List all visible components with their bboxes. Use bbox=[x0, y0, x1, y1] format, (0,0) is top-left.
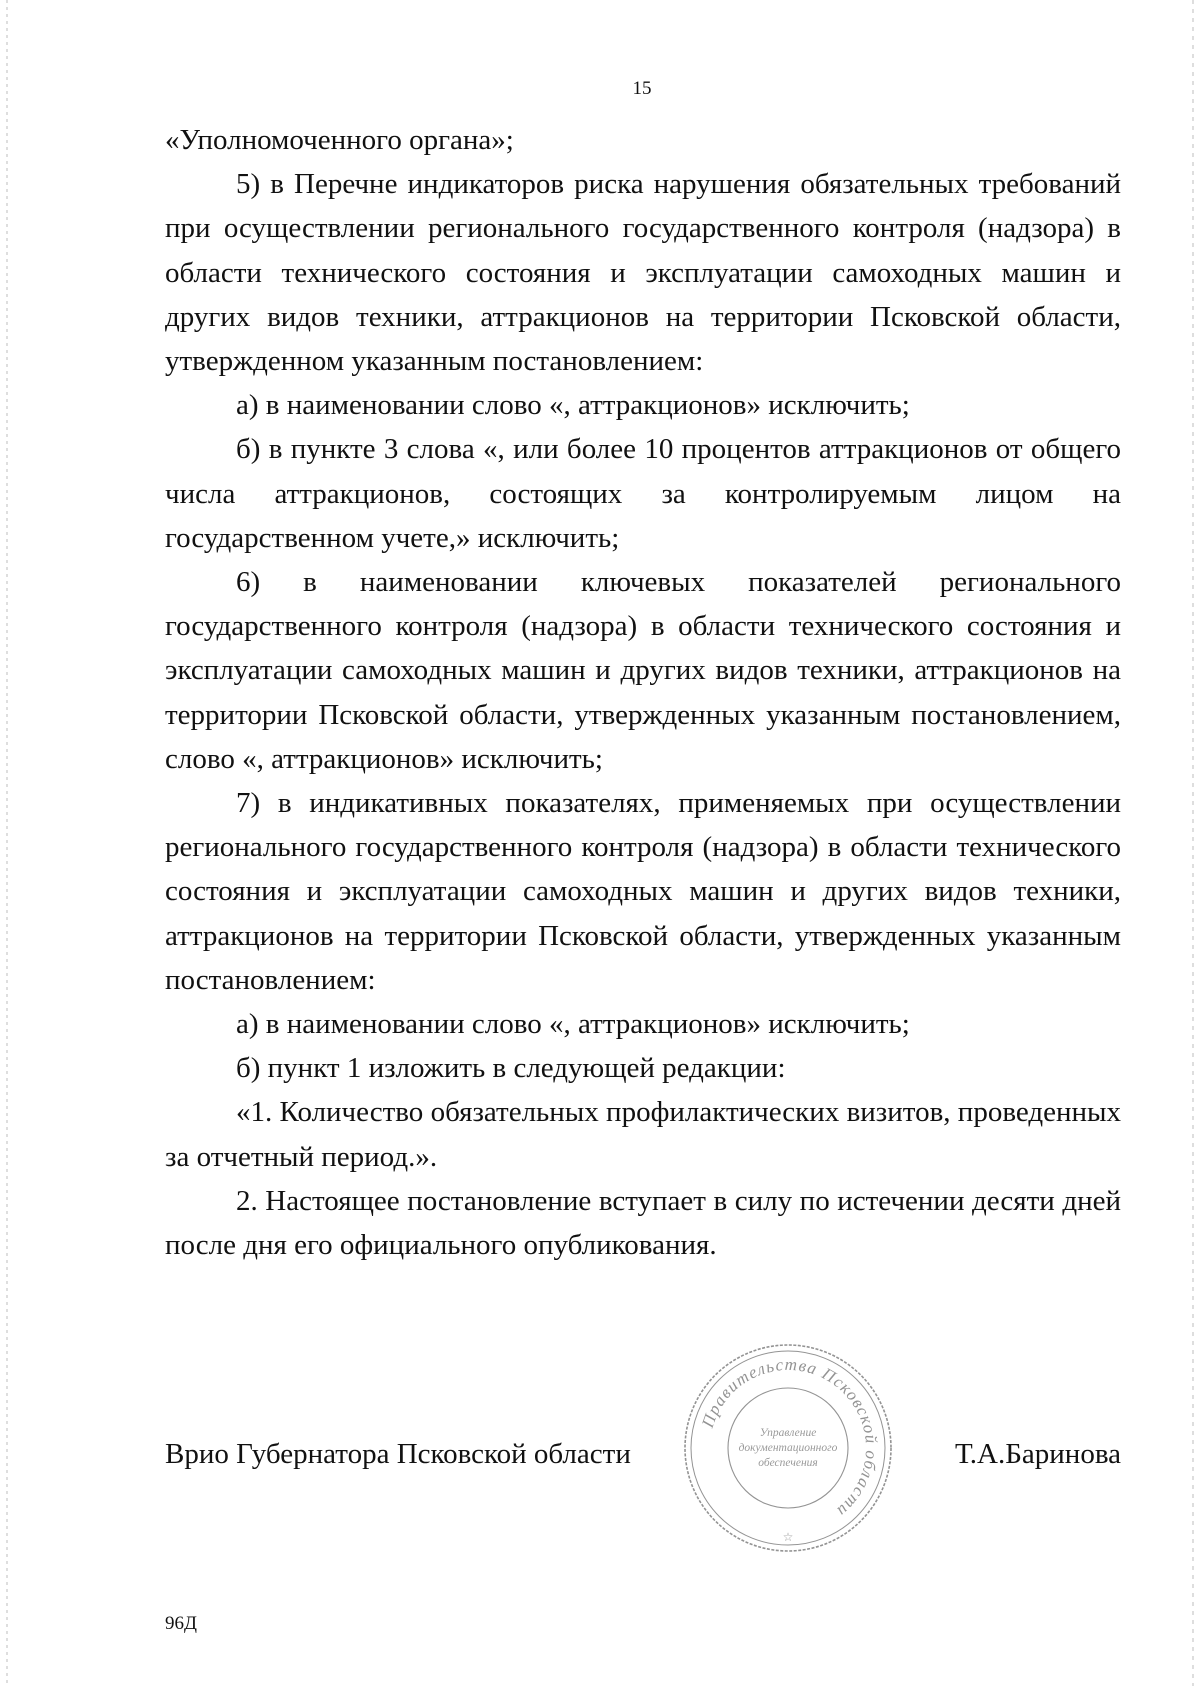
paragraph-item-2: 2. Настоящее постановление вступает в силу по истечении десяти дней после дня его официального опубликования. bbox=[165, 1184, 1121, 1262]
paragraph-item-7b: б) пункт 1 изложить в следующей редакции: bbox=[236, 1052, 786, 1085]
paragraph-item-6: 6) в наименовании ключевых показателей регионального государственного контроля (надзора) в области технического состояния и эксплуатации самоходных машин и других видов техники, аттракционов на территории Псковской области, утвержденных указанным постановлением, слово «, аттракционов» исключить; bbox=[165, 566, 1121, 775]
stamp-center-line-2: документационного bbox=[738, 1442, 838, 1454]
paragraph-item-5b: б) в пункте 3 слова «, или более 10 процентов аттракционов от общего числа аттракционов, состоящих за контролируемым лицом на государственном учете,» исключить; bbox=[165, 433, 1121, 554]
stamp-ring-text: Правительства Псковской области bbox=[698, 1354, 882, 1522]
paragraph-item-5a: а) в наименовании слово «, аттракционов» исключить; bbox=[236, 389, 910, 422]
stamp-star-icon: ☆ bbox=[782, 1530, 794, 1544]
signatory-position: Врио Губернатора Псковской области bbox=[165, 1438, 631, 1470]
stamp-center-line-1: Управление bbox=[759, 1427, 817, 1439]
document-body bbox=[165, 118, 1121, 1267]
paragraph-item-5: 5) в Перечне индикаторов риска нарушения обязательных требований при осуществлении регионального государственного контроля (надзора) в области технического состояния и эксплуатации самоходных машин и других видов техники, аттракционов на территории Псковской области, утвержденном указанным постановлением: bbox=[165, 168, 1121, 378]
page-number: 15 bbox=[632, 78, 652, 99]
official-seal-stamp bbox=[678, 1338, 898, 1558]
stamp-center-line-3: обеспечения bbox=[758, 1457, 818, 1469]
document-code: 96Д bbox=[165, 1613, 197, 1634]
paragraph-item-7: 7) в индикативных показателях, применяемых при осуществлении регионального государственного контроля (надзора) в области технического состояния и эксплуатации самоходных машин и других видов техники, аттракционов на территории Псковской области, утвержденных указанным постановлением: bbox=[165, 787, 1121, 996]
signature-block bbox=[165, 1432, 1121, 1476]
paragraph-continuation: «Уполномоченного органа»; bbox=[165, 124, 514, 156]
paragraph-item-7a: а) в наименовании слово «, аттракционов» исключить; bbox=[236, 1008, 910, 1041]
scan-edge-right bbox=[1192, 0, 1194, 1686]
signatory-name: Т.А.Баринова bbox=[955, 1438, 1121, 1470]
paragraph-quoted-item-1: «1. Количество обязательных профилактических визитов, проведенных за отчетный период.». bbox=[165, 1096, 1121, 1173]
scan-edge-left bbox=[6, 0, 8, 1686]
